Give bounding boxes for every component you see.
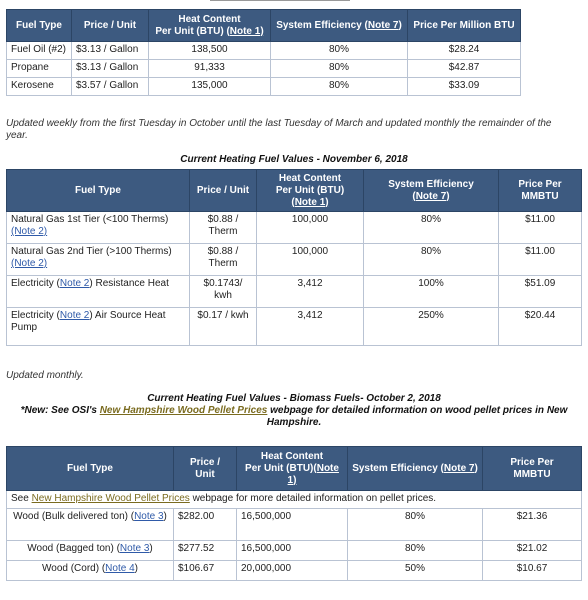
cell-price-mmbtu: $21.36 [483, 509, 582, 541]
header-system-efficiency: System Efficiency (Note 7) [364, 170, 499, 212]
clipped-text-line [210, 0, 350, 3]
header-price-per-million-btu: Price Per Million BTU [408, 10, 521, 42]
cell-heat: 3,412 [257, 308, 364, 346]
cell-efficiency: 50% [348, 561, 483, 581]
wood-pellet-prices-link[interactable]: New Hampshire Wood Pellet Prices [31, 493, 190, 504]
table-row [7, 244, 582, 276]
cell-price-mmbtu: $10.67 [483, 561, 582, 581]
cell-heat: 16,500,000 [237, 509, 348, 541]
cell-fuel: Natural Gas 2nd Tier (>100 Therms) (Note 2) [7, 244, 190, 276]
header-system-efficiency: System Efficiency (Note 7) [271, 10, 408, 42]
note-2-link[interactable]: (Note 2) [11, 226, 48, 237]
header-fuel-type: Fuel Type [7, 170, 190, 212]
cell-efficiency: 250% [364, 308, 499, 346]
cell-fuel: Wood (Cord) (Note 4) [7, 561, 174, 581]
header-heat-content: Heat Content Per Unit (BTU)(Note 1) [237, 447, 348, 491]
note-2-link[interactable]: Note 2 [59, 310, 90, 321]
cell-price: $106.67 [174, 561, 237, 581]
cell-heat: 135,000 [149, 78, 271, 96]
header-heat-content: Heat Content Per Unit (BTU) (Note 1) [149, 10, 271, 42]
note-7-link[interactable]: (Note 7) [412, 190, 450, 202]
cell-price: $0.1743/ kwh [190, 276, 257, 308]
cell-fuel: Electricity (Note 2) Air Source Heat Pump [7, 308, 190, 346]
cell-fuel: Wood (Bulk delivered ton) (Note 3) [7, 509, 174, 541]
pellet-info-row: See New Hampshire Wood Pellet Prices webpage for more detailed information on pellet prices. [7, 491, 582, 509]
table-row [7, 541, 582, 561]
cell-price: $0.88 / Therm [190, 212, 257, 244]
cell-fuel: Fuel Oil (#2) [7, 42, 72, 60]
header-system-efficiency: System Efficiency (Note 7) [348, 447, 483, 491]
cell-price-mmbtu: $11.00 [499, 244, 582, 276]
header-heat-content: Heat Content Per Unit (BTU) (Note 1) [257, 170, 364, 212]
cell-price: $277.52 [174, 541, 237, 561]
cell-fuel: Electricity (Note 2) Resistance Heat [7, 276, 190, 308]
cell-fuel: Wood (Bagged ton) (Note 3) [7, 541, 174, 561]
note-4-link[interactable]: Note 4 [105, 563, 135, 574]
cell-efficiency: 100% [364, 276, 499, 308]
cell-fuel: Kerosene [7, 78, 72, 96]
cell-heat: 20,000,000 [237, 561, 348, 581]
table-row [7, 491, 582, 509]
header-price-unit: Price / Unit [174, 447, 237, 491]
cell-price-mbtu: $33.09 [408, 78, 521, 96]
cell-efficiency: 80% [271, 42, 408, 60]
cell-heat: 100,000 [257, 212, 364, 244]
cell-efficiency: 80% [271, 60, 408, 78]
table-row [7, 60, 521, 78]
cell-price-mbtu: $28.24 [408, 42, 521, 60]
cell-heat: 138,500 [149, 42, 271, 60]
note-1-link[interactable]: (Note 1) [291, 196, 329, 208]
table-row [7, 42, 521, 60]
cell-efficiency: 80% [348, 509, 483, 541]
table-row [7, 276, 582, 308]
cell-price-mmbtu: $51.09 [499, 276, 582, 308]
cell-price-mbtu: $42.87 [408, 60, 521, 78]
note-7-link[interactable]: Note 7 [443, 462, 475, 474]
cell-price: $3.13 / Gallon [72, 60, 149, 78]
cell-price: $0.17 / kwh [190, 308, 257, 346]
wood-pellet-prices-link[interactable]: New Hampshire Wood Pellet Prices [99, 405, 268, 416]
cell-price-mmbtu: $20.44 [499, 308, 582, 346]
cell-heat: 91,333 [149, 60, 271, 78]
header-price-unit: Price / Unit [190, 170, 257, 212]
cell-price: $0.88 / Therm [190, 244, 257, 276]
caption-biomass-fuels: Current Heating Fuel Values - Biomass Fuels- October 2, 2018 [147, 393, 441, 404]
cell-efficiency: 80% [364, 212, 499, 244]
note-1-link[interactable]: (Note 1) [226, 25, 264, 37]
header-price-per-mmbtu: Price Per MMBTU [483, 447, 582, 491]
cell-price-mmbtu: $21.02 [483, 541, 582, 561]
note-7-link[interactable]: Note 7 [367, 19, 399, 31]
note-3-link[interactable]: Note 3 [119, 543, 150, 554]
cell-price-mmbtu: $11.00 [499, 212, 582, 244]
cell-heat: 100,000 [257, 244, 364, 276]
caption-current-heating-fuel-values: Current Heating Fuel Values - November 6, 2018 [180, 154, 408, 165]
heating-fuel-values-table [6, 169, 582, 346]
cell-heat: 16,500,000 [237, 541, 348, 561]
cell-efficiency: 80% [348, 541, 483, 561]
cell-price: $3.57 / Gallon [72, 78, 149, 96]
cell-fuel: Propane [7, 60, 72, 78]
cell-heat: 3,412 [257, 276, 364, 308]
cell-efficiency: 80% [271, 78, 408, 96]
header-price-unit: Price / Unit [72, 10, 149, 42]
table-row [7, 561, 582, 581]
biomass-fuels-table [6, 446, 582, 581]
caption-wood-pellet-notice: *New: See OSI's New Hampshire Wood Pellet Prices webpage for detailed information on wood pellet prices in New Hampshire. [20, 405, 568, 428]
table-row [7, 308, 582, 346]
cell-efficiency: 80% [364, 244, 499, 276]
cell-price: $3.13 / Gallon [72, 42, 149, 60]
header-price-per-mmbtu: Price Per MMBTU [499, 170, 582, 212]
table-row [7, 509, 582, 541]
note-2-link[interactable]: Note 2 [59, 278, 90, 289]
note-2-link[interactable]: (Note 2) [11, 258, 48, 269]
fuel-prices-table [6, 9, 521, 96]
update-note-weekly: Updated weekly from the first Tuesday in October until the last Tuesday of March and updated monthly the remainder of the year. [6, 118, 552, 141]
update-note-monthly: Updated monthly. [6, 370, 84, 381]
header-fuel-type: Fuel Type [7, 10, 72, 42]
cell-fuel: Natural Gas 1st Tier (<100 Therms) (Note 2) [7, 212, 190, 244]
cell-price: $282.00 [174, 509, 237, 541]
note-1-link[interactable]: (Note 1) [287, 462, 339, 486]
table-row [7, 212, 582, 244]
table-row [7, 78, 521, 96]
header-fuel-type: Fuel Type [7, 447, 174, 491]
note-3-link[interactable]: Note 3 [134, 511, 164, 522]
